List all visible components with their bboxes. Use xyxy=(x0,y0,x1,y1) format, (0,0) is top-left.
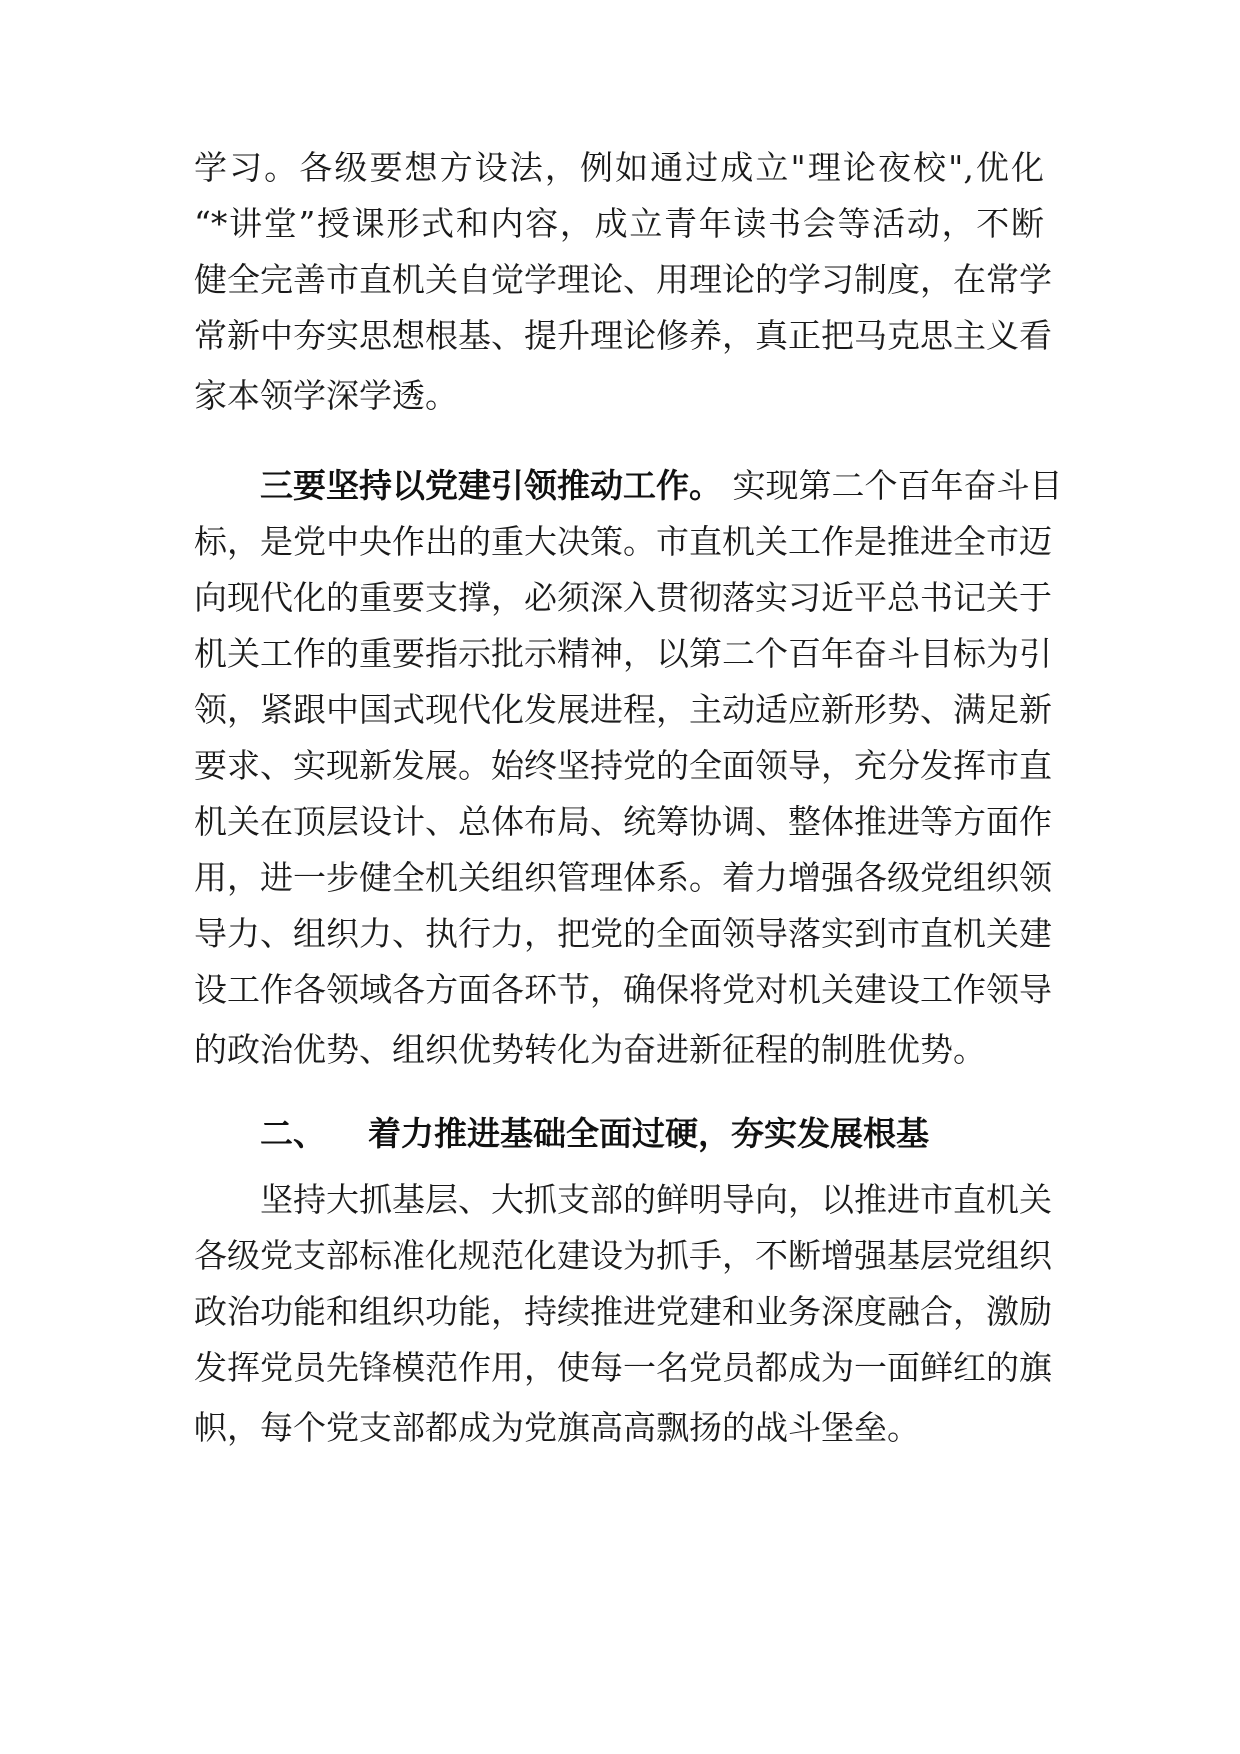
section-heading-text: 着力推进基础全面过硬，夯实发展根基 xyxy=(368,1114,929,1153)
section-heading-number: 二、 xyxy=(260,1114,326,1153)
paragraph-2-line-8: 用，进一步健全机关组织管理体系。着力增强各级党组织领 xyxy=(194,858,1052,897)
paragraph-2-line-7: 机关在顶层设计、总体布局、统筹协调、整体推进等方面作 xyxy=(194,802,1052,841)
paragraph-3-line-1: 坚持大抓基层、大抓支部的鲜明导向，以推进市直机关 xyxy=(260,1180,1052,1219)
paragraph-2-line-2: 标，是党中央作出的重大决策。市直机关工作是推进全市迈 xyxy=(194,522,1052,561)
paragraph-2-line-9: 导力、组织力、执行力，把党的全面领导落实到市直机关建 xyxy=(194,914,1052,953)
paragraph-2-line-11: 的政治优势、组织优势转化为奋进新征程的制胜优势。 xyxy=(194,1030,986,1069)
paragraph-1-line-1: 学习。各级要想方设法，例如通过成立"理论夜校",优化 xyxy=(194,148,1044,187)
paragraph-2-first-line-text: 实现第二个百年奋斗目 xyxy=(732,466,1063,505)
paragraph-1-line-3: 健全完善市直机关自觉学理论、用理论的学习制度，在常学 xyxy=(194,260,1052,299)
section-heading-2 xyxy=(260,1110,1044,1158)
paragraph-2-line-4: 机关工作的重要指示批示精神，以第二个百年奋斗目标为引 xyxy=(194,634,1052,673)
paragraph-2-bold-lead: 三要坚持以党建引领推动工作。 xyxy=(260,466,722,505)
paragraph-2-line-6: 要求、实现新发展。始终坚持党的全面领导，充分发挥市直 xyxy=(194,746,1052,785)
paragraph-2-line-1 xyxy=(260,462,1063,510)
paragraph-2-line-5: 领，紧跟中国式现代化发展进程，主动适应新形势、满足新 xyxy=(194,690,1052,729)
paragraph-1-line-2: “*讲堂”授课形式和内容，成立青年读书会等活动，不断 xyxy=(194,204,1044,243)
paragraph-3-line-3: 政治功能和组织功能，持续推进党建和业务深度融合，激励 xyxy=(194,1292,1052,1331)
paragraph-3-line-5: 帜，每个党支部都成为党旗高高飘扬的战斗堡垒。 xyxy=(194,1408,920,1447)
paragraph-3-line-4: 发挥党员先锋模范作用，使每一名党员都成为一面鲜红的旗 xyxy=(194,1348,1052,1387)
paragraph-2-line-3: 向现代化的重要支撑，必须深入贯彻落实习近平总书记关于 xyxy=(194,578,1052,617)
paragraph-1-line-5: 家本领学深学透。 xyxy=(194,376,458,415)
paragraph-2-line-10: 设工作各领域各方面各环节，确保将党对机关建设工作领导 xyxy=(194,970,1052,1009)
paragraph-1-line-4: 常新中夯实思想根基、提升理论修养，真正把马克思主义看 xyxy=(194,316,1052,355)
paragraph-3-line-2: 各级党支部标准化规范化建设为抓手，不断增强基层党组织 xyxy=(194,1236,1052,1275)
